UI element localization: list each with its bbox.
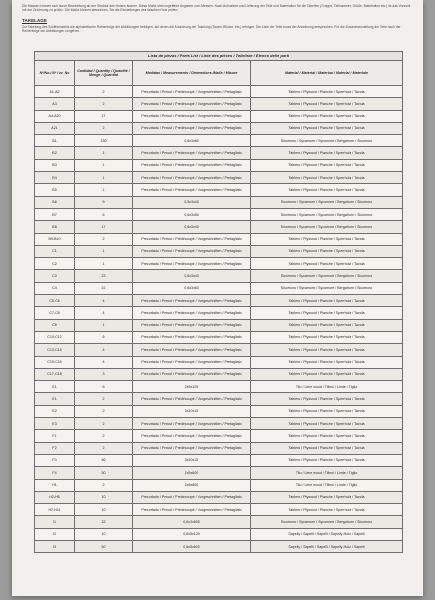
cell-measurements: 0,6x3x60 (133, 282, 251, 294)
cell-material: Tilo / Lime wood / Tilleul / Linde / Tiglio (251, 381, 403, 393)
cell-part-number: B3 (35, 159, 75, 171)
table-row (35, 98, 403, 110)
cell-quantity: 2 (75, 430, 133, 442)
table-row (35, 307, 403, 319)
table-row (35, 331, 403, 343)
cell-quantity: 9 (75, 196, 133, 208)
cell-quantity: 50 (75, 467, 133, 479)
cell-part-number: B8 (35, 221, 75, 233)
cell-measurements: Precortado / Precut / Prédécoupé / Vorgeschnitten / Pretagliato (133, 430, 251, 442)
header-part-number: Nº/No./ Nº / nr. No (35, 61, 75, 86)
cell-measurements: Precortado / Precut / Prédécoupé / Vorgeschnitten / Pretagliato (133, 504, 251, 516)
cell-material: Tablero / Plywood / Planche / Sperrholz / Tavola (251, 258, 403, 270)
cell-material: Sapelly / Sapelli / Sapelli / Sapelly-Holz / Sapelli (251, 528, 403, 540)
table-row (35, 381, 403, 393)
cell-part-number: B7 (35, 208, 75, 220)
table-row (35, 221, 403, 233)
cell-measurements: Precortado / Precut / Prédécoupé / Vorgeschnitten / Pretagliato (133, 258, 251, 270)
cell-measurements: Precortado / Precut / Prédécoupé / Vorgeschnitten / Pretagliato (133, 184, 251, 196)
cell-part-number: C4 (35, 282, 75, 294)
cell-part-number: I1 (35, 516, 75, 528)
cell-measurements: Precortado / Precut / Prédécoupé / Vorgeschnitten / Pretagliato (133, 331, 251, 343)
section-heading: TAKELAGE (22, 17, 47, 23)
cell-quantity: 2 (75, 122, 133, 134)
cell-material: Sicomoro / Sycamore / Sycomore / Bergahorn / Sicomoro (251, 196, 403, 208)
cell-quantity: 1 (75, 159, 133, 171)
table-row (35, 418, 403, 430)
table-row (35, 184, 403, 196)
cell-part-number: B5 (35, 184, 75, 196)
cell-quantity: 2 (75, 86, 133, 98)
cell-part-number: C1 (35, 245, 75, 257)
cell-quantity: 10 (75, 504, 133, 516)
cell-measurements: Precortado / Precut / Prédécoupé / Vorgeschnitten / Pretagliato (133, 319, 251, 331)
cell-material: Tablero / Plywood / Planche / Sperrholz / Tavola (251, 418, 403, 430)
cell-material: Tablero / Plywood / Planche / Sperrholz / Tavola (251, 172, 403, 184)
table-row (35, 172, 403, 184)
cell-material: Sicomoro / Sycamore / Sycomore / Bergahorn / Sicomoro (251, 282, 403, 294)
cell-part-number: C7-C8 (35, 307, 75, 319)
cell-measurements: 0,6x5x100 (133, 528, 251, 540)
cell-material: Tilo / Lime wood / Tilleul / Linde / Tiglio (251, 479, 403, 491)
cell-quantity: 1 (75, 245, 133, 257)
cell-quantity: 6 (75, 381, 133, 393)
cell-measurements: Precortado / Precut / Prédécoupé / Vorgeschnitten / Pretagliato (133, 172, 251, 184)
cell-measurements: Precortado / Precut / Prédécoupé / Vorgeschnitten / Pretagliato (133, 122, 251, 134)
cell-quantity: 2 (75, 393, 133, 405)
cell-quantity: 2 (75, 418, 133, 430)
cell-part-number: F3 (35, 454, 75, 466)
table-row (35, 319, 403, 331)
cell-quantity: 2 (75, 442, 133, 454)
cell-part-number: E1 (35, 381, 75, 393)
cell-material: Sicomoro / Sycamore / Sycomore / Bergahorn / Sicomoro (251, 135, 403, 147)
cell-quantity: 10 (75, 491, 133, 503)
cell-measurements: 2x5x600 (133, 479, 251, 491)
cell-material: Tablero / Plywood / Planche / Sperrholz / Tavola (251, 454, 403, 466)
cell-quantity: 4 (75, 356, 133, 368)
cell-measurements: 0,6x5x600 (133, 540, 251, 552)
table-row (35, 135, 403, 147)
cell-quantity: 4 (75, 307, 133, 319)
table-row (35, 295, 403, 307)
cell-quantity: 22 (75, 282, 133, 294)
cell-quantity: 1 (75, 319, 133, 331)
cell-part-number: E3 (35, 418, 75, 430)
cell-material: Tablero / Plywood / Planche / Sperrholz / Tavola (251, 405, 403, 417)
cell-measurements: Precortado / Precut / Prédécoupé / Vorgeschnitten / Pretagliato (133, 86, 251, 98)
cell-part-number: A1-A2 (35, 86, 75, 98)
cell-part-number: C9 (35, 319, 75, 331)
table-row (35, 528, 403, 540)
cell-material: Tablero / Plywood / Planche / Sperrholz / Tavola (251, 331, 403, 343)
parts-table-body (35, 86, 403, 553)
cell-quantity: 17 (75, 110, 133, 122)
table-row (35, 504, 403, 516)
table-row (35, 454, 403, 466)
cell-part-number: H7-H11 (35, 504, 75, 516)
cell-measurements: 0,6x3x600 (133, 516, 251, 528)
cell-material: Tablero / Plywood / Planche / Sperrholz / Tavola (251, 442, 403, 454)
table-row (35, 467, 403, 479)
cell-material: Tablero / Plywood / Planche / Sperrholz / Tavola (251, 110, 403, 122)
cell-quantity: 2 (75, 233, 133, 245)
cell-material: Tablero / Plywood / Planche / Sperrholz / Tavola (251, 344, 403, 356)
cell-material: Tablero / Plywood / Planche / Sperrholz / Tavola (251, 393, 403, 405)
cell-material: Tablero / Plywood / Planche / Sperrholz / Tavola (251, 356, 403, 368)
cell-measurements: Precortado / Precut / Prédécoupé / Vorgeschnitten / Pretagliato (133, 418, 251, 430)
cell-material: Tablero / Plywood / Planche / Sperrholz / Tavola (251, 491, 403, 503)
table-caption: Lista de piezas / Parts List / Liste des pièces / Teileliste / Elenco delle parti (35, 52, 403, 61)
cell-material: Sicomoro / Sycamore / Sycomore / Bergahorn / Sicomoro (251, 208, 403, 220)
cell-material: Sicomoro / Sycamore / Sycomore / Bergahorn / Sicomoro (251, 270, 403, 282)
cell-quantity: 10 (75, 528, 133, 540)
cell-measurements: Precortado / Precut / Prédécoupé / Vorgeschnitten / Pretagliato (133, 147, 251, 159)
cell-measurements: Precortado / Precut / Prédécoupé / Vorgeschnitten / Pretagliato (133, 368, 251, 380)
cell-part-number: B6 (35, 196, 75, 208)
table-row (35, 196, 403, 208)
cell-part-number: C2 (35, 258, 75, 270)
cell-material: Tablero / Plywood / Planche / Sperrholz / Tavola (251, 184, 403, 196)
cell-measurements: 0,6x3x40 (133, 270, 251, 282)
cell-quantity: 1 (75, 184, 133, 196)
cell-material: Tablero / Plywood / Planche / Sperrholz / Tavola (251, 86, 403, 98)
cell-measurements: Precortado / Precut / Prédécoupé / Vorgeschnitten / Pretagliato (133, 110, 251, 122)
cell-measurements: Precortado / Precut / Prédécoupé / Vorgeschnitten / Pretagliato (133, 307, 251, 319)
cell-part-number: B2 (35, 147, 75, 159)
cell-material: Tablero / Plywood / Planche / Sperrholz / Tavola (251, 122, 403, 134)
cell-part-number: I3 (35, 540, 75, 552)
cell-quantity: 1 (75, 147, 133, 159)
cell-quantity: 1 (75, 172, 133, 184)
cell-quantity: 22 (75, 516, 133, 528)
cell-material: Tablero / Plywood / Planche / Sperrholz / Tavola (251, 233, 403, 245)
cell-measurements: 0,6x3x50 (133, 208, 251, 220)
cell-part-number: E2 (35, 405, 75, 417)
cell-measurements: Precortado / Precut / Prédécoupé / Vorgeschnitten / Pretagliato (133, 245, 251, 257)
cell-part-number: A4-A20 (35, 110, 75, 122)
cell-quantity: 50 (75, 454, 133, 466)
cell-part-number: F2 (35, 442, 75, 454)
table-row (35, 540, 403, 552)
cell-part-number: I2 (35, 528, 75, 540)
cell-quantity: 17 (75, 221, 133, 233)
cell-part-number: H2-H6 (35, 491, 75, 503)
cell-part-number: B4 (35, 172, 75, 184)
cell-measurements: 3x10x15 (133, 454, 251, 466)
table-row (35, 405, 403, 417)
cell-quantity: 230 (75, 135, 133, 147)
cell-measurements: 0,6x3x60 (133, 135, 251, 147)
cell-part-number: E1 (35, 393, 75, 405)
cell-part-number: F4 (35, 467, 75, 479)
cell-quantity: 1 (75, 258, 133, 270)
cell-quantity: 4 (75, 344, 133, 356)
table-row (35, 356, 403, 368)
cell-quantity: 50 (75, 540, 133, 552)
cell-measurements: Precortado / Precut / Prédécoupé / Vorgeschnitten / Pretagliato (133, 98, 251, 110)
cell-measurements: Precortado / Precut / Prédécoupé / Vorgeschnitten / Pretagliato (133, 442, 251, 454)
cell-material: Tablero / Plywood / Planche / Sperrholz / Tavola (251, 98, 403, 110)
cell-material: Tablero / Plywood / Planche / Sperrholz / Tavola (251, 504, 403, 516)
cell-part-number: A3 (35, 98, 75, 110)
cell-part-number: H1 (35, 479, 75, 491)
table-row (35, 208, 403, 220)
cell-part-number: C13-C14 (35, 344, 75, 356)
table-row (35, 282, 403, 294)
cell-part-number: C5-C6 (35, 295, 75, 307)
table-row (35, 516, 403, 528)
cell-measurements: 2x5x125 (133, 381, 251, 393)
cell-quantity: 6 (75, 331, 133, 343)
cell-measurements: 0,5x3x40 (133, 196, 251, 208)
cell-part-number: B1 (35, 135, 75, 147)
cell-quantity: 2 (75, 98, 133, 110)
cell-part-number: C17-C18 (35, 368, 75, 380)
table-row (35, 491, 403, 503)
cell-material: Sicomoro / Sycamore / Sycomore / Bergahorn / Sicomoro (251, 516, 403, 528)
table-row (35, 258, 403, 270)
cell-quantity: 2 (75, 405, 133, 417)
cell-part-number: A21 (35, 122, 75, 134)
cell-material: Tablero / Plywood / Planche / Sperrholz / Tavola (251, 147, 403, 159)
parts-list-table (34, 51, 403, 553)
cell-measurements: Precortado / Precut / Prédécoupé / Vorgeschnitten / Pretagliato (133, 491, 251, 503)
table-row (35, 442, 403, 454)
cell-part-number: C3 (35, 270, 75, 282)
header-material: Material / Material / Matériau / Material / Materiale (251, 61, 403, 86)
cell-measurements: Precortado / Precut / Prédécoupé / Vorgeschnitten / Pretagliato (133, 159, 251, 171)
document-page (12, 0, 423, 596)
cell-measurements: Precortado / Precut / Prédécoupé / Vorgeschnitten / Pretagliato (133, 233, 251, 245)
table-row (35, 430, 403, 442)
table-row (35, 393, 403, 405)
header-measurements: Medidas / Measurements / Dimensions /Maße / Misure (133, 61, 251, 86)
table-row (35, 110, 403, 122)
cell-quantity: 3 (75, 368, 133, 380)
table-row (35, 245, 403, 257)
cell-measurements: Precortado / Precut / Prédécoupé / Vorgeschnitten / Pretagliato (133, 356, 251, 368)
cell-quantity: 23 (75, 270, 133, 282)
table-row (35, 368, 403, 380)
cell-material: Sicomoro / Sycamore / Sycomore / Bergahorn / Sicomoro (251, 221, 403, 233)
cell-quantity: 6 (75, 208, 133, 220)
cell-quantity: 2 (75, 479, 133, 491)
table-row (35, 86, 403, 98)
cell-measurements: Precortado / Precut / Prédécoupé / Vorgeschnitten / Pretagliato (133, 295, 251, 307)
table-row (35, 122, 403, 134)
cell-measurements: 3x10x15 (133, 405, 251, 417)
table-row (35, 479, 403, 491)
cell-measurements: Precortado / Precut / Prédécoupé / Vorgeschnitten / Pretagliato (133, 393, 251, 405)
cell-material: Tablero / Plywood / Planche / Sperrholz / Tavola (251, 295, 403, 307)
cell-part-number: B9-B10 (35, 233, 75, 245)
table-row (35, 270, 403, 282)
table-row (35, 147, 403, 159)
cell-material: Tablero / Plywood / Planche / Sperrholz / Tavola (251, 368, 403, 380)
cell-measurements: 2x5x600 (133, 467, 251, 479)
section-paragraph: Zur Takelung des Schiffsmodells die alphabetische Reihenfolge der Abbildungen befolgen, auf deren die Anordnung der Takelung (Tauen, Blöcke, etc.) erfolgen. Die Liste der Teile muss der Anordnung entsprechen. Für die Zusammenstellung der Teile nach der Reihenfolge der Abbildungen vorgehen. (22, 24, 401, 33)
cell-part-number: C10-C12 (35, 331, 75, 343)
table-row (35, 344, 403, 356)
intro-paragraph: Die Massen können sich durch Bearbeitung ab der Struktur des Holzes ändern. Diese Maße sind ungefähre Angaben zum Messen. Nach Aufnahme und Lieferung der Teile und Materialien für die Tabellen (Gruppe, Teilnummer, Größe, Materialien etc.) ist das Vorsicht mit der Zeichnung zu prüfen. Die Maße können abweichen. Sie die Einstellungen des falschen Holz prüfen. (22, 4, 411, 13)
cell-material: Tilo / Lime wood / Tilleul / Linde / Tiglio (251, 467, 403, 479)
table-row (35, 233, 403, 245)
cell-material: Tablero / Plywood / Planche / Sperrholz / Tavola (251, 319, 403, 331)
cell-material: Sapelly / Sapelli / Sapelli / Sapelly-Holz / Sapelli (251, 540, 403, 552)
table-row (35, 159, 403, 171)
cell-material: Tablero / Plywood / Planche / Sperrholz / Tavola (251, 159, 403, 171)
cell-part-number: C15-C16 (35, 356, 75, 368)
cell-measurements: 0,6x3x40 (133, 221, 251, 233)
cell-material: Tablero / Plywood / Planche / Sperrholz / Tavola (251, 430, 403, 442)
cell-quantity: 4 (75, 295, 133, 307)
cell-part-number: F1 (35, 430, 75, 442)
header-quantity: Cantidad / Quantity / Quantité / Menge / Quantità (75, 61, 133, 86)
cell-measurements: Precortado / Precut / Prédécoupé / Vorgeschnitten / Pretagliato (133, 344, 251, 356)
cell-material: Tablero / Plywood / Planche / Sperrholz / Tavola (251, 307, 403, 319)
cell-material: Tablero / Plywood / Planche / Sperrholz / Tavola (251, 245, 403, 257)
